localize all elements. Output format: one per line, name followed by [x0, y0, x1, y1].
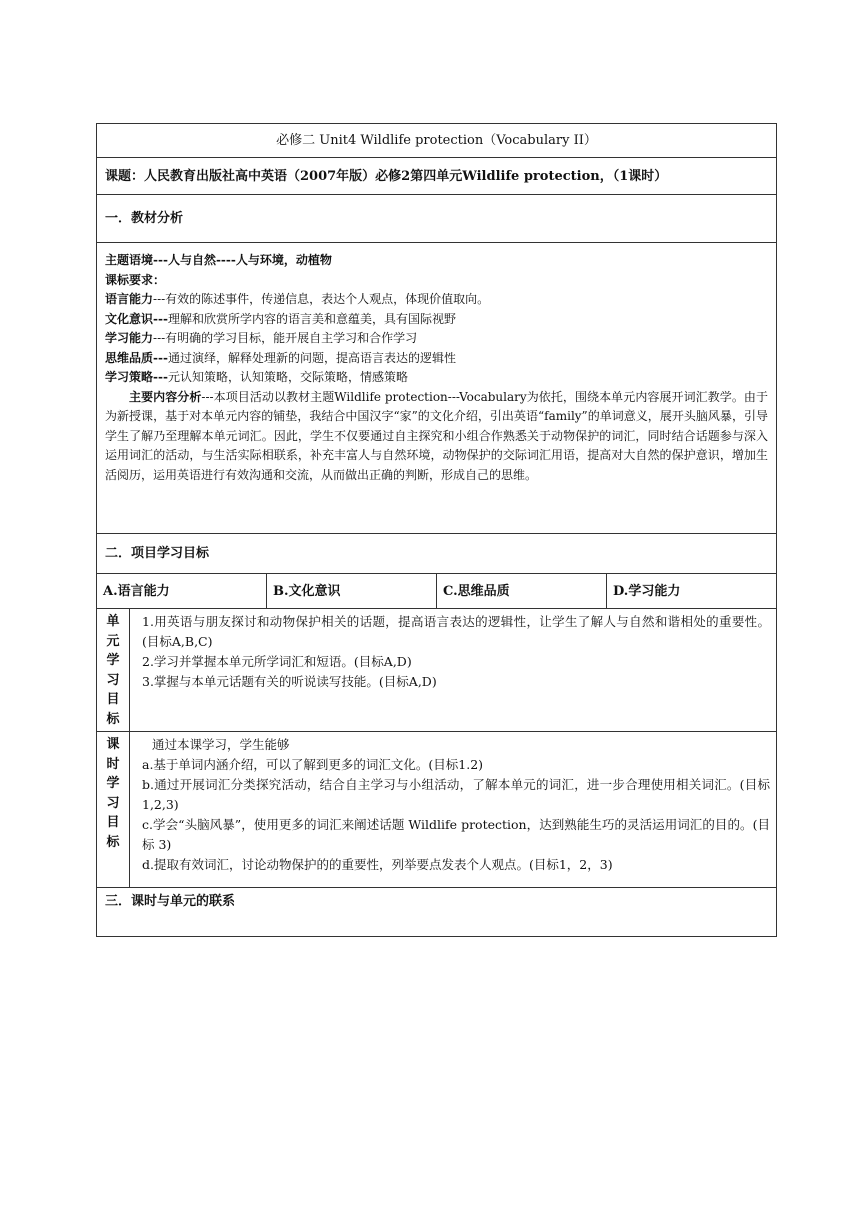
requirement-item: 语言能力---有效的陈述事件，传递信息，表达个人观点，体现价值取向。: [105, 292, 490, 306]
requirement-label: 课标要求：: [105, 272, 166, 287]
lesson-goals-content: [130, 732, 776, 887]
section-heading-lesson-unit-link: 三．课时与单元的联系: [105, 894, 236, 909]
lesson-goal-item: a.基于单词内涵介绍，可以了解到更多的词汇文化。(目标1.2): [142, 757, 484, 772]
lesson-plan-table: [96, 123, 777, 937]
unit-goals-content: [130, 609, 776, 731]
unit-goal-item: 1.用英语与朋友探讨和动物保护相关的话题，提高语言表达的逻辑性，让学生了解人与自然和谐相处的重要性。(目标A,B,C): [142, 614, 770, 649]
requirement-item: 文化意识---理解和欣赏所学内容的语言美和意蕴美，具有国际视野: [105, 311, 456, 326]
unit-goal-item: 2.学习并掌握本单元所学词汇和短语。(目标A,D): [142, 654, 412, 669]
lesson-goal-item: c.学会“头脑风暴”，使用更多的词汇来阐述话题 Wildlife protection，达到熟能生巧的灵活运用词汇的目的。(目标 3): [142, 817, 770, 852]
lesson-goal-item: b.通过开展词汇分类探究活动，结合自主学习与小组活动，了解本单元的词汇，进一步合理使用相关词汇。(目标1,2,3): [142, 777, 770, 812]
ability-learning: D.学习能力: [613, 584, 681, 599]
lesson-goals-row: [97, 732, 776, 888]
requirement-item: 思维品质---通过演绎，解释处理新的问题，提高语言表达的逻辑性: [105, 350, 456, 365]
unit-goals-row: [97, 609, 776, 732]
unit-goals-label: 单 元 学 习 目 标: [97, 609, 130, 731]
lesson-goals-intro: 通过本课学习，学生能够: [152, 737, 290, 752]
theme-line: 主题语境---人与自然----人与环境，动植物: [105, 253, 332, 267]
ability-header-row: [97, 574, 776, 609]
document-title: 必修二 Unit4 Wildlife protection（Vocabulary II）: [97, 124, 776, 158]
section-heading-learning-goals: 二．项目学习目标: [97, 534, 776, 574]
requirement-item: 学习策略---元认知策略，认知策略，交际策略，情感策略: [105, 370, 408, 384]
main-content-analysis: 主要内容分析---本项目活动以教材主题Wildlife protection---Vocabulary为依托，围绕本单元内容展开词汇教学。由于为新授课，基于对本单元内容的铺垫，我结合中国汉字“家”的文化介绍，引出英语“family”的单词意义，展开头脑风暴，引导学生了解乃至理解本单元词汇。因此，学生不仅要通过自主探究和小组合作熟悉关于动物保护的词汇，同时结合话题参与深入运用词汇的活动，与生活实际相联系，补充丰富人与自然环境，动物保护的交际词汇用语，提高对大自然的保护意识，增加生活阅历，运用英语进行有效沟通和交流，从而做出正确的判断，形成自己的思维。: [105, 389, 768, 482]
course-title: 课题：人民教育出版社高中英语（2007年版）必修2第四单元Wildlife protection，（1课时）: [97, 158, 776, 195]
textbook-analysis-content: [97, 243, 776, 534]
lesson-goals-label: 课 时 学 习 目 标: [97, 732, 130, 887]
section-heading-textbook-analysis: 一．教材分析: [97, 195, 776, 243]
ability-culture: B.文化意识: [267, 574, 437, 608]
ability-thinking: C.思维品质: [437, 574, 607, 608]
unit-goal-item: 3.掌握与本单元话题有关的听说读写技能。(目标A,D): [142, 674, 437, 689]
requirement-item: 学习能力---有明确的学习目标，能开展自主学习和合作学习: [105, 331, 418, 345]
ability-language: A.语言能力: [97, 574, 267, 608]
lesson-goal-item: d.提取有效词汇，讨论动物保护的的重要性，列举要点发表个人观点。(目标1，2，3): [142, 857, 613, 872]
